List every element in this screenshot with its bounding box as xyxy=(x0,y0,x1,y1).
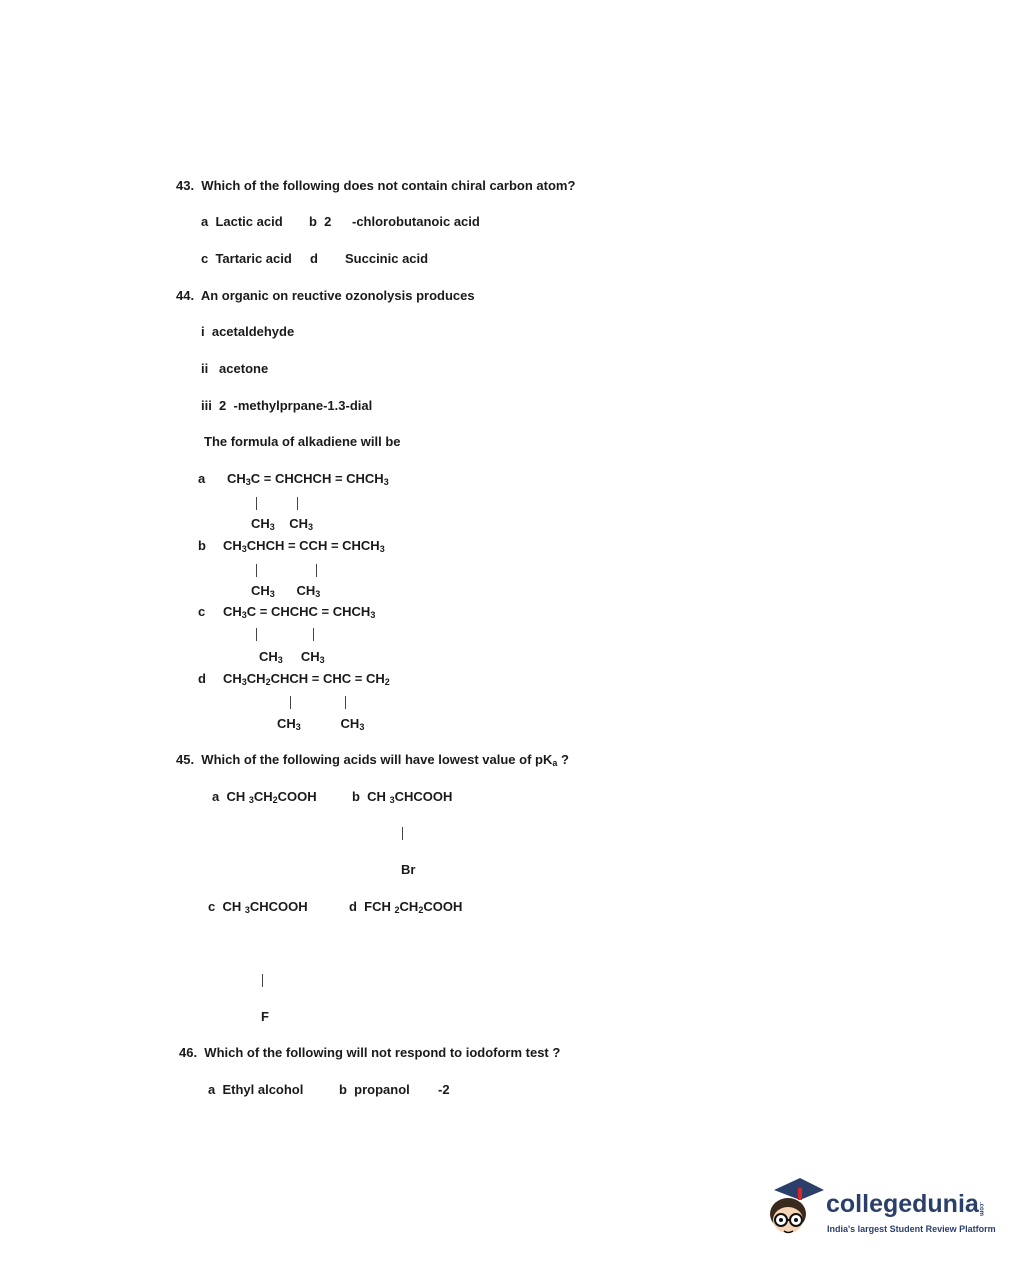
bond-line xyxy=(402,827,403,840)
q43-option-d-text: Succinic acid xyxy=(345,251,429,266)
bond-line xyxy=(297,497,298,510)
q44-option-a-formula: $CH_3C$ = CHCHCH = $CHCH_3$ xyxy=(227,471,389,487)
q44-product-i: i acetaldehyde xyxy=(201,324,295,339)
bond-line xyxy=(262,974,263,987)
q44-option-c-label: c xyxy=(198,604,206,619)
bond-line xyxy=(256,628,257,641)
q46-option-b-suffix: -2 xyxy=(438,1082,450,1097)
bond-line xyxy=(316,564,317,577)
q44-option-c-formula: $CH_3C$ = CHCHC = $CHCH_3$ xyxy=(223,604,376,620)
q46-option-a: a Ethyl alcohol xyxy=(208,1082,304,1097)
q44-option-b-formula: $CH_3CHCH$ = CCH = $CHCH_3$ xyxy=(223,538,385,554)
q44-formula-prompt: The formula of alkadiene will be xyxy=(204,434,401,449)
q43-option-b: b 2 xyxy=(309,214,332,229)
q44-option-b-branch: $CH_3$ $CH_3$ xyxy=(251,583,321,599)
q44-option-d-formula: $CH_3CH_2CHCH$ = CHC = $CH_2$ xyxy=(223,671,390,687)
q45-option-b: b CH $_3$CHCOOH xyxy=(352,789,453,805)
q43-option-d: d xyxy=(310,251,318,266)
q44-option-b-label: b xyxy=(198,538,206,553)
q44-product-iii: iii 2 -methylprpane-1.3-dial xyxy=(201,398,373,413)
collegedunia-logo xyxy=(766,1176,996,1246)
q45-option-c-substituent: F xyxy=(261,1009,269,1024)
question-46: 46. Which of the following will not respond to iodoform test ? xyxy=(179,1045,561,1060)
question-43: 43. Which of the following does not contain chiral carbon atom? xyxy=(176,178,576,193)
q44-option-d-label: d xyxy=(198,671,206,686)
q45-option-b-substituent: Br xyxy=(401,862,416,877)
bond-line xyxy=(290,696,291,709)
q44-product-ii: ii acetone xyxy=(201,361,269,376)
q43-option-c: c Tartaric acid xyxy=(201,251,292,266)
bond-line xyxy=(256,497,257,510)
bond-line xyxy=(256,564,257,577)
q44-option-a-branch: $CH_3$ $CH_3$ xyxy=(251,516,314,532)
q45-option-d: d FCH $_2CH_2COOH$ xyxy=(349,899,463,915)
q43-option-a: a Lactic acid xyxy=(201,214,283,229)
q46-option-b: b propanol xyxy=(339,1082,410,1097)
q44-option-c-branch: $CH_3$ $CH_3$ xyxy=(259,649,325,665)
logo-domain-suffix: .com xyxy=(978,1202,984,1217)
q44-option-a-label: a xyxy=(198,471,206,486)
logo-tagline: India's largest Student Review Platform xyxy=(827,1224,996,1234)
logo-brand-text: collegedunia xyxy=(826,1190,979,1218)
question-45: 45. Which of the following acids will have lowest value of $pK_a$ ? xyxy=(176,752,569,768)
q43-option-b-text: -chlorobutanoic acid xyxy=(352,214,480,229)
bond-line xyxy=(313,628,314,641)
q44-option-d-branch: $CH_3$ $CH_3$ xyxy=(277,716,365,732)
q45-option-a: a CH $_3CH_2COOH$ xyxy=(212,789,317,805)
mascot-icon xyxy=(766,1176,828,1246)
q45-option-c: c CH $_3$CHCOOH xyxy=(208,899,308,915)
question-44: 44. An organic on reuctive ozonolysis produces xyxy=(176,288,475,303)
bond-line xyxy=(345,696,346,709)
